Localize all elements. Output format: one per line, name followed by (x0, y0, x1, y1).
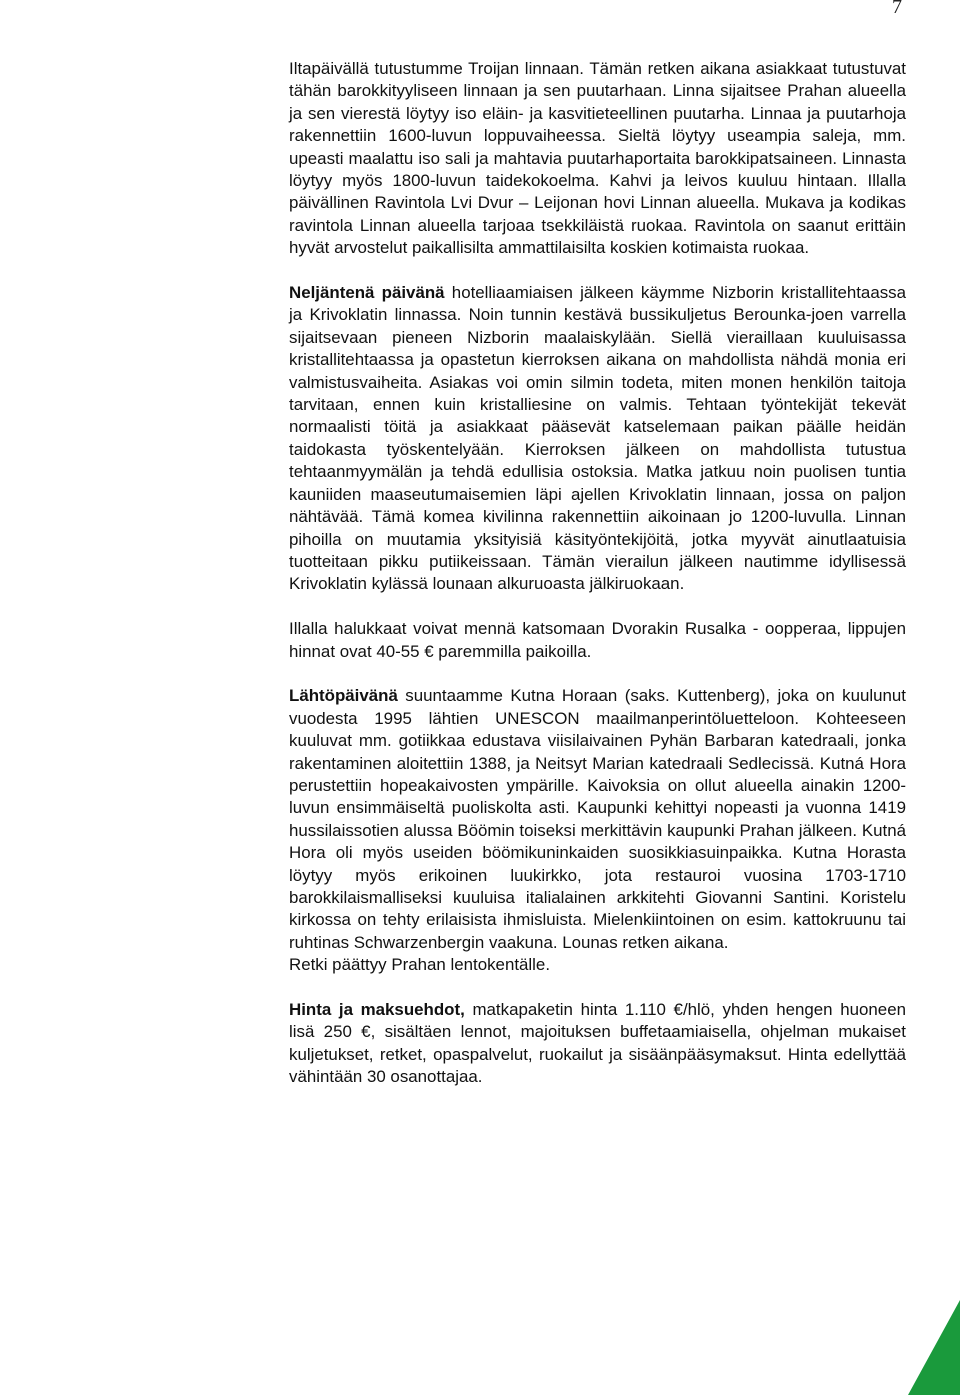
paragraph-opera (289, 618, 906, 663)
paragraph-text: suuntaamme Kutna Horaan (saks. Kuttenberg), joka on kuulunut vuodesta 1995 lähtien UNESCON maailmanperintöluetteloon. Kohteeseen kuuluvat mm. gotiikkaa edustava viisilaivainen Pyhän Barbaran katedraali, jonka rakentaminen aloitettiin 1388, ja Neitsyt Marian katedraali Sedlecissä. Kutná Hora perustettiin hopeakaivosten ympärille. Kaivoksia on ollut alueella ainakin 1200-luvun ensimmäiseltä puoliskolta asti. Kaupunki kehittyi nopeasti ja vuonna 1419 hussilaissotien alussa Böömin toiseksi merkittävin kaupunki Prahan jälkeen. Kutná Hora oli myös useiden böömikuninkaiden suosikkiasuinpaikka. Kutna Horasta löytyy myös erikoinen luukirkko, jota restauroi vuosina 1703-1710 barokkilaismalliseksi kuuluisa italialainen arkkitehti Giovanni Santini. Koristelu kirkossa on tehty erilaisista ihmisluista. Mielenkiintoinen on esim. kattokruunu tai ruhtinas Schwarzenbergin vaakuna. Lounas retken aikana. (289, 686, 906, 952)
paragraph-day-four (289, 282, 906, 596)
paragraph-lead: Lähtöpäivänä (289, 686, 398, 706)
paragraph-text: matkapaketin hinta 1.110 €/hlö, yhden hengen huoneen lisä 250 €, sisältäen lennot, majoituksen buffetaamiaisella, ohjelman mukaiset kuljetukset, retket, opaspalvelut, ruokailut ja sisäänpääsymaksut. Hinta edellyttää vähintään 30 osanottajaa. (289, 1000, 906, 1087)
paragraph-lead: Neljäntenä päivänä (289, 283, 445, 303)
paragraph-text: Iltapäivällä tutustumme Troijan linnaan. Tämän retken aikana asiakkaat tutustuvat tähän barokkityyliseen linnaan ja sen puutarhaan. Linna sijaitsee Prahan alueella ja sen vierestä löytyy iso eläin- ja kasvitieteellinen puutarha. Linnaa ja puutarhoja rakennettiin 1600-luvun loppuvaiheessa. Sieltä löytyy useampia saleja, mm. upeasti maalattu iso sali ja mahtavia puutarhaportaita barokkipatsaineen. Linnasta löytyy myös 1800-luvun taidekokoelma. Kahvi ja leivos kuuluu hintaan. Illalla päivällinen Ravintola Lvi Dvur – Leijonan hovi Linnan alueella. Mukava ja kodikas ravintola Linnan alueella tarjoaa tsekkiläistä ruokaa. Ravintola on saanut erittäin hyvät arvostelut paikallisilta ammattilaisilta koskien kotimaista ruokaa. (289, 59, 906, 258)
corner-decoration-dark-shape (908, 1300, 960, 1395)
paragraph-troja-castle (289, 58, 906, 260)
paragraph-text: Retki päättyy Prahan lentokentälle. (289, 955, 551, 975)
document-body (289, 58, 906, 1089)
paragraph-lead: Hinta ja maksuehdot, (289, 1000, 465, 1019)
paragraph-trip-end (289, 954, 906, 976)
paragraph-text: hotelliaamiaisen jälkeen käymme Nizborin kristallitehtaassa ja Krivoklatin linnassa. Noin tunnin kestävä bussikuljetus Berounka-joen varrella sijaitsevaan pieneen Nizborin maalaiskylään. Siellä vieraillaan kuuluisassa kristallitehtaassa ja opastetun kierroksen aikana on mahdollista nähdä monia eri valmistusvaiheita. Asiakas voi omin silmin todeta, miten monen henkilön taitoja tarvitaan, ennen kuin kristalliesine on valmis. Tehtaan työntekijät tekevät normaalisti töitä ja asiakkaat pääsevät katselemaan paikan päälle heidän taidokasta työskentelyään. Kierroksen jälkeen on mahdollista tutustua tehtaanmyymälän ja tehdä edullisia ostoksia. Matka jatkuu noin puolisen tuntia kauniiden maaseutumaisemien läpi ajellen Krivoklatin linnaan, jossa on paljon nähtävää. Tämä komea kivilinna rakennettiin aikoinaan jo 1200-luvulla. Linnan pihoilla on muutamia yksityisiä käsityöntekijöitä, jotka myyvät ainutlaatuisia tuotteitaan pikku putiikeissaan. Tämän vierailun jälkeen nautimme idyllisessä Krivoklatin kylässä lounaan alkuruoasta jälkiruokaan. (289, 283, 906, 594)
paragraph-text: Illalla halukkaat voivat mennä katsomaan Dvorakin Rusalka - oopperaa, lippujen hinnat ovat 40-55 € paremmilla paikoilla. (289, 619, 906, 661)
corner-decoration (900, 1245, 960, 1395)
page-number: 7 (892, 0, 902, 18)
paragraph-price-terms (289, 999, 906, 1089)
paragraph-departure-day (289, 685, 906, 954)
